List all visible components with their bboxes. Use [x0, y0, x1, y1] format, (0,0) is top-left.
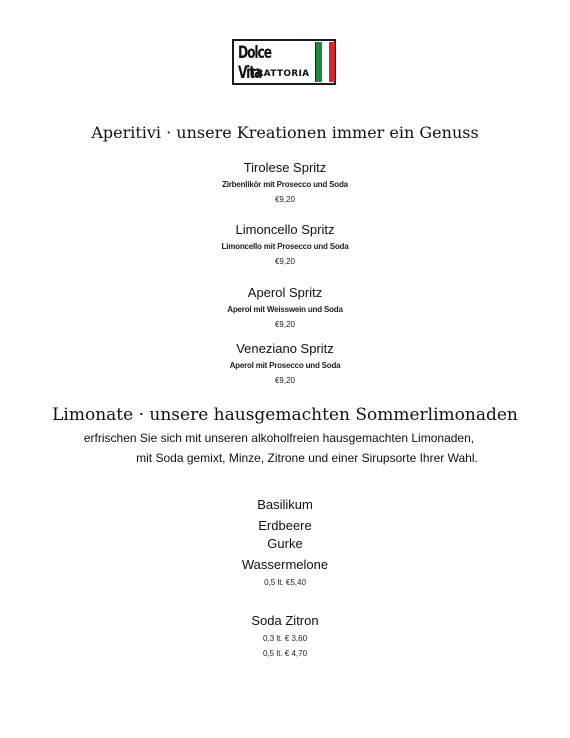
limonate-heading: Limonate · unsere hausgemachten Sommerlimonaden [52, 405, 518, 425]
aperitivo-description: Aperol mit Weisswein und Soda [227, 305, 343, 314]
logo-name: Dolce Vita [238, 43, 271, 83]
limonade-price: 0,5 lt. €5,40 [264, 578, 306, 587]
aperitivo-description: Limoncello mit Prosecco und Soda [221, 242, 349, 251]
limonate-intro-line-1: erfrischen Sie sich mit unseren alkoholfreien hausgemachten Limonaden, [83, 431, 475, 445]
aperitivo-name: Aperol Spritz [247, 285, 323, 300]
aperitivo-price: €9,20 [274, 376, 296, 385]
flag-stripe-red [329, 42, 335, 82]
aperitivo-description: Aperol mit Prosecco und Soda [229, 361, 341, 370]
aperitivo-name: Veneziano Spritz [236, 341, 334, 356]
soda-zitron-price-small: 0,3 lt. € 3,60 [262, 634, 308, 643]
aperitivo-description: Zirbenlikör mit Prosecco und Soda [222, 180, 348, 189]
limonade-flavor: Wassermelone [241, 557, 329, 572]
soda-zitron-name: Soda Zitron [251, 613, 319, 628]
aperitivo-name: Limoncello Spritz [235, 222, 335, 237]
aperitivo-price: €9,20 [274, 320, 296, 329]
limonade-flavor: Gurke [267, 536, 303, 551]
limonate-intro-line-2: mit Soda gemixt, Minze, Zitrone und einer Sirupsorte Ihrer Wahl. [136, 451, 478, 465]
soda-zitron-price-large: 0,5 lt. € 4,70 [262, 649, 308, 658]
limonade-flavor: Erdbeere [258, 518, 312, 533]
aperitivo-name: Tirolese Spritz [243, 160, 327, 175]
aperitivo-price: €9,20 [274, 257, 296, 266]
aperitivi-heading: Aperitivi · unsere Kreationen immer ein Genuss [91, 123, 479, 142]
limonade-flavor: Basilikum [257, 497, 313, 512]
aperitivo-price: €9,20 [274, 195, 296, 204]
italian-flag-icon [315, 42, 335, 82]
logo-subtitle: TRATTORIA [250, 69, 310, 79]
trattoria-logo [232, 39, 336, 85]
